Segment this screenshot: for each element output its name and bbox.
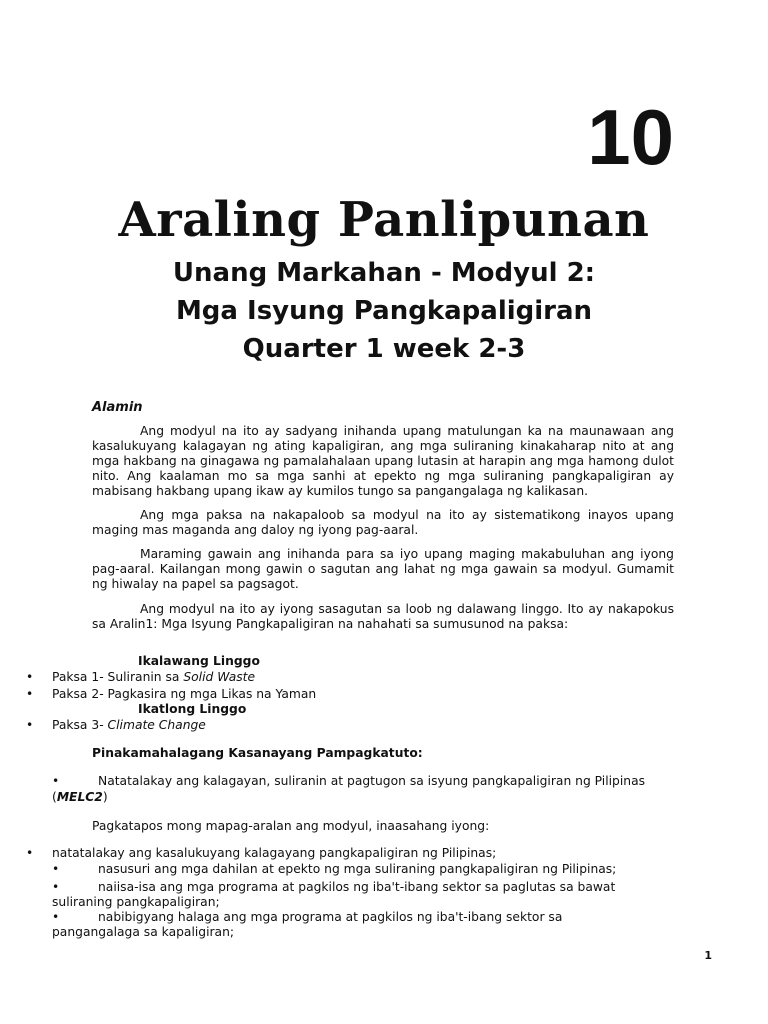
objective-text: natatalakay ang kasalukuyang kalagayang pangkapaligiran ng Pilipinas; bbox=[52, 846, 497, 860]
bullet-icon: • bbox=[52, 774, 60, 788]
bullet-icon: • bbox=[52, 880, 60, 894]
topic-text: Paksa 1- Suliranin sa bbox=[52, 670, 184, 684]
topic-label bbox=[52, 670, 255, 685]
topic-text: Paksa 3- bbox=[52, 718, 108, 732]
objective-text: nasusuri ang mga dahilan at epekto ng mga suliraning pangkapaligiran ng Pilipinas; bbox=[98, 862, 617, 876]
objectives-intro: Pagkatapos mong mapag-aralan ang modyul, inaasahang iyong: bbox=[92, 819, 490, 833]
objective-text: nabibigyang halaga ang mga programa at pagkilos ng iba't-ibang sektor sa bbox=[98, 910, 563, 924]
alamin-heading: Alamin bbox=[92, 400, 143, 415]
quarter-label: Quarter 1 week 2-3 bbox=[242, 334, 526, 364]
bullet-icon: • bbox=[52, 862, 60, 876]
alamin-paragraph-3: Maraming gawain ang inihanda para sa iyo upang maging makabuluhan ang iyong pag-aaral. Kailangan mong gawin o sagutan ang lahat ng mga gawain sa modyul. Gumamit ng hiwalay na papel sa pagsagot. bbox=[92, 547, 674, 591]
grade-number: 10 bbox=[587, 93, 674, 181]
melc-text: Natatalakay ang kalagayan, suliranin at pagtugon sa isyung pangkapaligiran ng Pilipinas bbox=[98, 774, 646, 788]
alamin-paragraph-2: Ang mga paksa na nakapaloob sa modyul na ito ay sistematikong inayos upang maging mas maganda ang daloy ng iyong pag-aaral. bbox=[92, 508, 674, 537]
objective-text-cont: pangangalaga sa kapaligiran; bbox=[52, 925, 235, 939]
bullet-icon: • bbox=[26, 718, 34, 732]
topic-emphasis: Climate Change bbox=[107, 718, 206, 732]
alamin-paragraph-1: Ang modyul na ito ay sadyang inihanda upang matulungan ka na maunawaan ang kasalukuyang kalagayan ng ating kapaligiran, ang mga suliraning kinakaharap nito at ang mga hakbang na ginagawa ng pamalahalaan upang lutasin at harapin ang mga hamong dulot nito. Ang kaalaman mo sa mga sanhi at epekto ng mga suliraning pangkapaligiran ay mabisang hakbang upang ikaw ay kumilos tungo sa pangangalaga ng kalikasan. bbox=[92, 424, 674, 498]
week-3-heading: Ikatlong Linggo bbox=[138, 702, 247, 716]
topic-label bbox=[52, 687, 316, 702]
bullet-icon: • bbox=[26, 670, 34, 684]
subject-title: Araling Panlipunan bbox=[118, 192, 650, 248]
melc-heading: Pinakamahalagang Kasanayang Pampagkatuto: bbox=[92, 746, 423, 760]
topic-text: Paksa 2- Pagkasira ng mga Likas na Yaman bbox=[52, 687, 317, 701]
objective-text: naiisa-isa ang mga programa at pagkilos ng iba't-ibang sektor sa paglutas sa bawat bbox=[98, 880, 616, 894]
module-title: Mga Isyung Pangkapaligiran bbox=[175, 296, 593, 326]
week-2-heading: Ikalawang Linggo bbox=[138, 654, 260, 668]
bullet-icon: • bbox=[52, 910, 60, 924]
melc-code: (MELC2) bbox=[52, 790, 108, 804]
alamin-paragraph-4: Ang modyul na ito ay iyong sasagutan sa loob ng dalawang linggo. Ito ay nakapokus sa Aralin1: Mga Isyung Pangkapaligiran na nahahati sa sumusunod na paksa: bbox=[92, 602, 674, 631]
module-line: Unang Markahan - Modyul 2: bbox=[172, 258, 596, 288]
bullet-icon: • bbox=[26, 687, 34, 701]
melc-code-text: MELC2 bbox=[56, 790, 103, 804]
objective-text-cont: suliraning pangkapaligiran; bbox=[52, 895, 220, 909]
topic-emphasis: Solid Waste bbox=[183, 670, 256, 684]
page-number: 1 bbox=[704, 949, 712, 962]
topic-label bbox=[52, 718, 206, 733]
bullet-icon: • bbox=[26, 846, 34, 860]
